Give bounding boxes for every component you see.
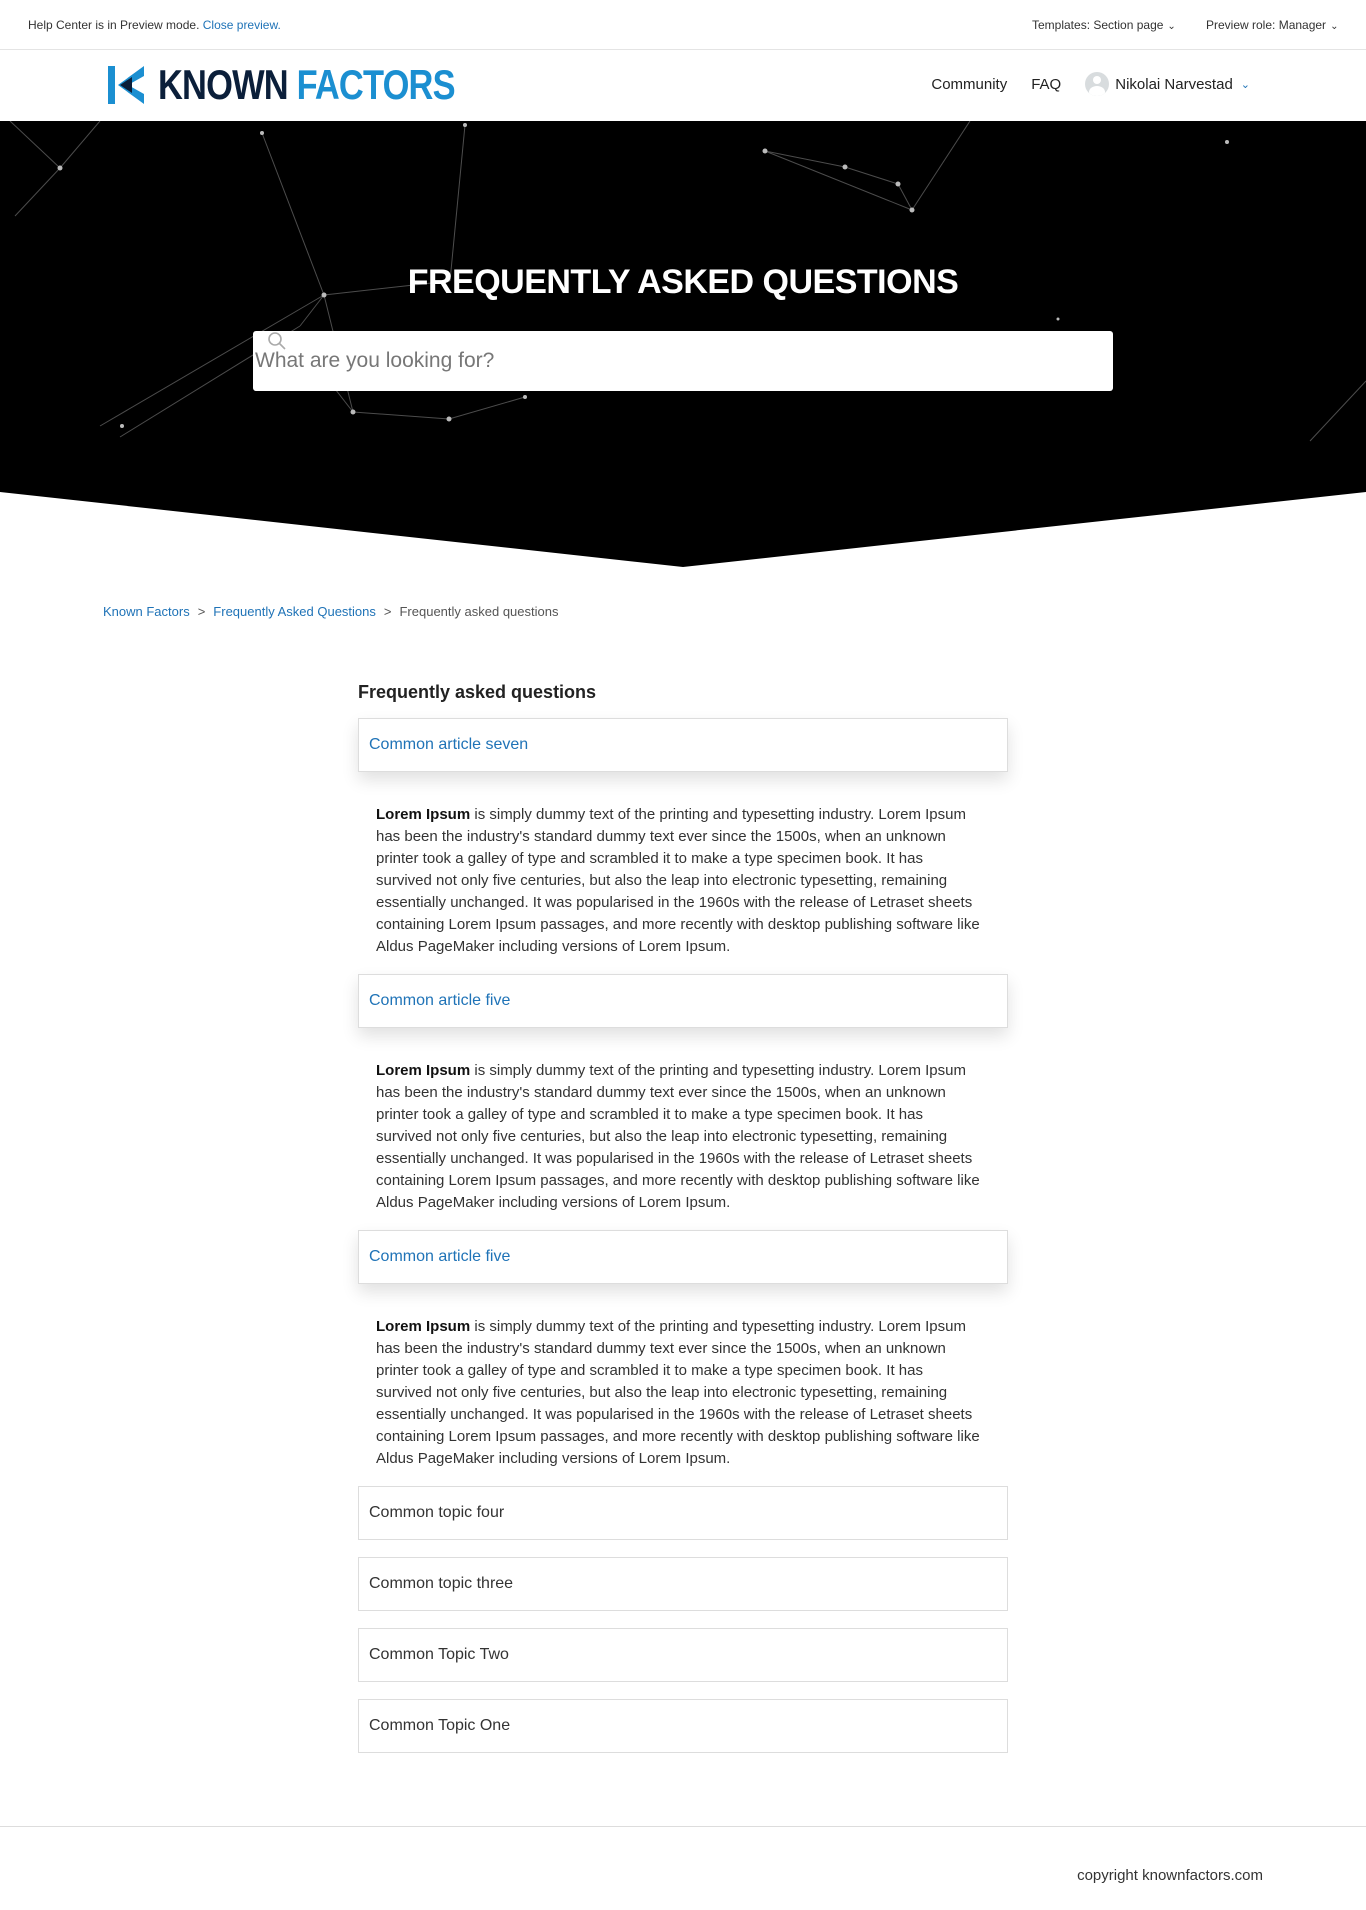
article-body-text: is simply dummy text of the printing and typesetting industry. Lorem Ipsum has been the industry's standard dummy text ever since the 1500s, when an unknown printer took a galley of type and scrambled it to make a type specimen book. It has survived not only five centuries, but also the leap into electronic typesetting, remaining essentially unchanged. It was popularised in the 1960s with the release of Letraset sheets containing Lorem Ipsum passages, and more recently with desktop publishing software like Aldus PageMaker including versions of Lorem Ipsum. — [376, 1062, 980, 1211]
article-body-text: is simply dummy text of the printing and typesetting industry. Lorem Ipsum has been the industry's standard dummy text ever since the 1500s, when an unknown printer took a galley of type and scrambled it to make a type specimen book. It has survived not only five centuries, but also the leap into electronic typesetting, remaining essentially unchanged. It was popularised in the 1960s with the release of Letraset sheets containing Lorem Ipsum passages, and more recently with desktop publishing software like Aldus PageMaker including versions of Lorem Ipsum. — [376, 1318, 980, 1467]
hero-title: FREQUENTLY ASKED QUESTIONS — [407, 263, 959, 301]
article-body — [358, 1028, 1008, 1230]
topic-title: Common topic three — [369, 1575, 514, 1592]
preview-notice-text: Help Center is in Preview mode. — [28, 18, 200, 32]
logo[interactable] — [106, 62, 520, 108]
hero-banner — [0, 121, 1366, 568]
nav-faq[interactable]: FAQ — [1031, 75, 1062, 93]
article-body-strong: Lorem Ipsum — [376, 1062, 471, 1079]
topic-title: Common topic four — [369, 1504, 505, 1521]
article-title: Common article five — [369, 992, 511, 1009]
nav-community[interactable]: Community — [931, 75, 1008, 93]
breadcrumb-current: Frequently asked questions — [399, 604, 559, 619]
article-toggle[interactable] — [358, 718, 1008, 772]
section-title: Frequently asked questions — [358, 682, 597, 702]
article-title: Common article five — [369, 1248, 511, 1265]
article-body-text: is simply dummy text of the printing and typesetting industry. Lorem Ipsum has been the industry's standard dummy text ever since the 1500s, when an unknown printer took a galley of type and scrambled it to make a type specimen book. It has survived not only five centuries, but also the leap into electronic typesetting, remaining essentially unchanged. It was popularised in the 1960s with the release of Letraset sheets containing Lorem Ipsum passages, and more recently with desktop publishing software like Aldus PageMaker including versions of Lorem Ipsum. — [376, 806, 980, 955]
search-input[interactable] — [253, 348, 1037, 374]
breadcrumb — [103, 604, 558, 619]
logo-word-factors: FACTORS — [296, 61, 455, 108]
user-name: Nikolai Narvestad — [1115, 75, 1233, 93]
article-toggle[interactable] — [358, 974, 1008, 1028]
article-toggle[interactable] — [358, 1230, 1008, 1284]
logo-text — [158, 61, 455, 109]
breadcrumb-separator: > — [197, 604, 206, 619]
article-body-strong: Lorem Ipsum — [376, 806, 471, 823]
topic-title: Common Topic One — [369, 1717, 511, 1734]
footer-copyright: copyright knownfactors.com — [1077, 1867, 1263, 1884]
topic-item-two[interactable] — [358, 1628, 1008, 1682]
article-title: Common article seven — [369, 736, 529, 753]
chevron-down-icon: ⌄ — [1167, 21, 1176, 32]
preview-role-label: Preview role: Manager — [1206, 18, 1327, 32]
main-nav — [907, 72, 1250, 96]
topic-title: Common Topic Two — [369, 1646, 509, 1663]
breadcrumb-separator: > — [383, 604, 392, 619]
breadcrumb-home[interactable]: Known Factors — [103, 604, 190, 619]
article-body-strong: Lorem Ipsum — [376, 1318, 471, 1335]
site-header — [0, 50, 1366, 121]
preview-notice — [28, 18, 281, 32]
topic-item-one[interactable] — [358, 1699, 1008, 1753]
templates-label: Templates: Section page — [1032, 18, 1164, 32]
topic-item-three[interactable] — [358, 1557, 1008, 1611]
article-body — [358, 1284, 1008, 1486]
topic-item-four[interactable] — [358, 1486, 1008, 1540]
templates-dropdown[interactable] — [1032, 18, 1176, 32]
section-content — [358, 682, 1008, 1770]
avatar — [1085, 72, 1109, 96]
logo-mark-icon — [106, 64, 148, 106]
chevron-down-icon: ⌄ — [1240, 78, 1250, 91]
preview-role-dropdown[interactable] — [1206, 18, 1338, 32]
breadcrumb-category[interactable]: Frequently Asked Questions — [213, 604, 376, 619]
article-body — [358, 772, 1008, 974]
chevron-down-icon: ⌄ — [1330, 21, 1339, 32]
search-box[interactable] — [253, 331, 1113, 391]
user-menu[interactable] — [1085, 72, 1250, 96]
footer — [0, 1826, 1366, 1910]
preview-bar — [0, 0, 1366, 50]
logo-word-known: KNOWN — [158, 61, 288, 108]
close-preview-link[interactable]: Close preview. — [202, 18, 281, 32]
search-icon — [267, 331, 287, 351]
